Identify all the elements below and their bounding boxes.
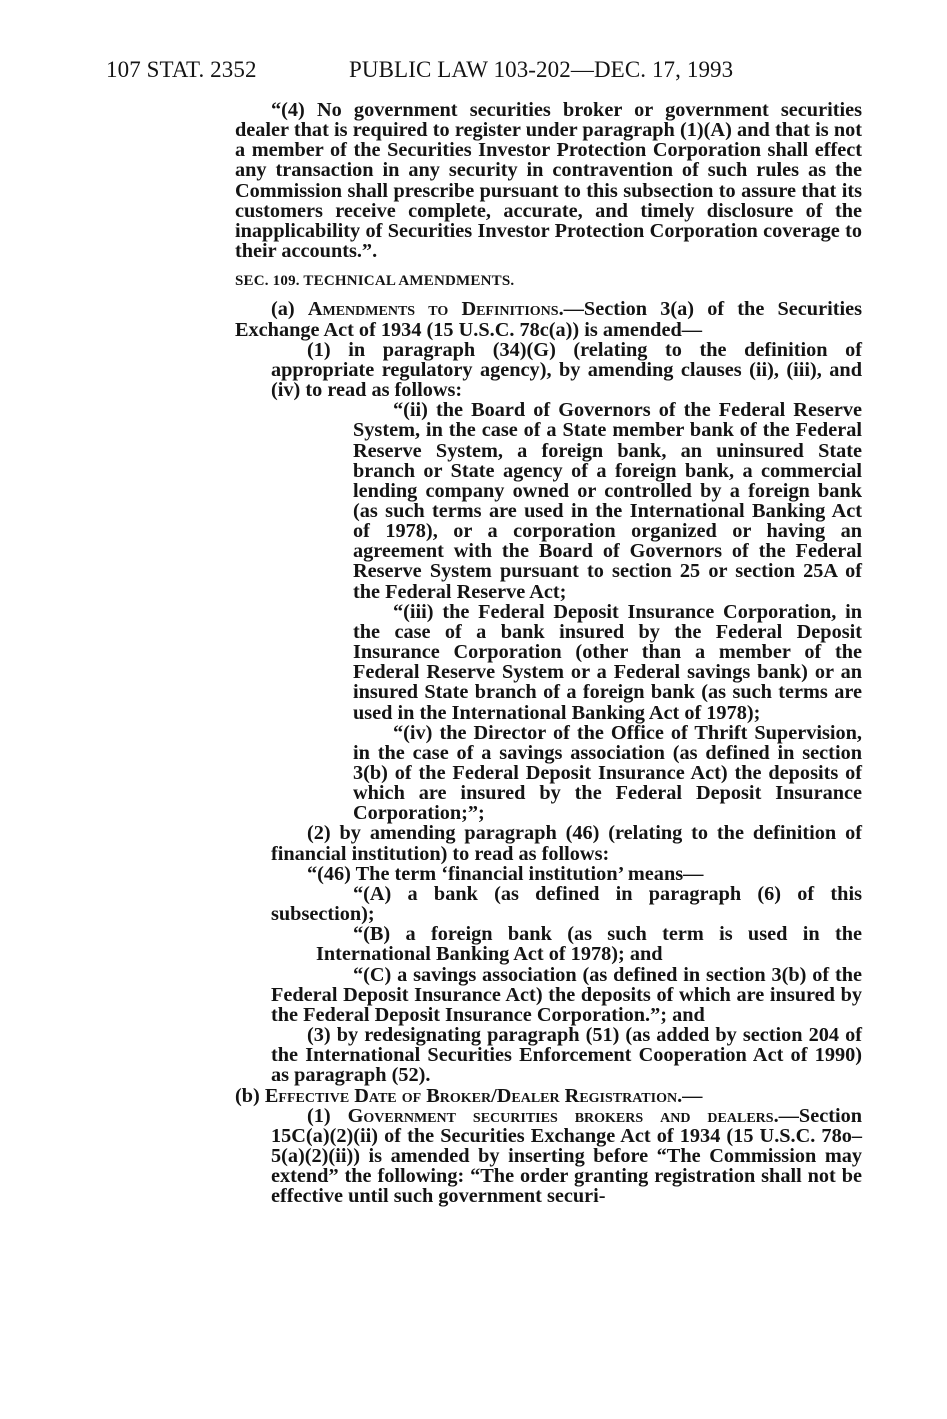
clause-iv: “(iv) the Director of the Office of Thrift Supervision, in the case of a savings association (as defined in section 3(b) of the Federal Deposit Insurance Act) the deposits of which are insured by the Federal Deposit Insurance Corporation;”;: [353, 721, 862, 825]
subsection-a-label: (a): [271, 298, 308, 321]
clause-iii: “(iii) the Federal Deposit Insurance Corporation, in the case of a bank insured by the Federal Deposit Insurance Corporation (other than a member of the Federal Reserve System or a Federal savings bank) or an insured State branch of a foreign bank (as such terms are used in the International Banking Act of 1978);: [353, 600, 862, 724]
subsection-a: [235, 299, 862, 339]
subparagraph-B: “(B) a foreign bank (as such term is used in the International Banking Act of 1978); and: [316, 923, 862, 966]
item-3: (3) by redesignating paragraph (51) (as added by section 204 of the International Securities Enforcement Cooperation Act of 1990) as paragraph (52).: [271, 1024, 862, 1087]
subsection-a-text: .—Section 3(a) of the Securities Exchange Act of 1934 (15 U.S.C. 78c(a)) is amended—: [235, 298, 863, 341]
clause-ii: “(ii) the Board of Governors of the Federal Reserve System, in the case of a State member bank of the Federal Reserve System, a foreign bank, an uninsured State branch or State agency of a foreign bank, a commercial lending company owned or controlled by a foreign bank (as such terms are used in the International Banking Act of 1978), or a corporation organized or having an agreement with the Board of Governors of the Federal Reserve System pursuant to section 25 or section 25A of the Federal Reserve Act;: [353, 399, 862, 603]
item-1: (1) in paragraph (34)(G) (relating to the definition of appropriate regulatory agency), by amending clauses (ii), (iii), and (iv) to read as follows:: [271, 338, 862, 402]
item-b1-text: .—Section 15C(a)(2)(ii) of the Securities Exchange Act of 1934 (15 U.S.C. 78o–5(a)(2)(ii)) is amended by inserting before “The Commission may extend” the following: “The order granting registration shall not be effective until such government securi-: [271, 1104, 863, 1208]
subsection-b-label: (b): [235, 1084, 265, 1107]
subsection-b: [235, 1086, 862, 1106]
stat-reference: 107 STAT. 2352: [106, 57, 257, 82]
subsection-a-caption: Amendments to Definitions: [307, 298, 559, 321]
item-b1: [271, 1106, 862, 1207]
subsection-b-dash: .—: [677, 1084, 703, 1107]
item-b1-caption: Government securities brokers and dealers: [347, 1104, 774, 1127]
item-b1-label: (1): [307, 1104, 348, 1127]
document-body: [235, 100, 862, 1206]
paragraph-46: “(46) The term ‘financial institution’ means—: [307, 862, 704, 885]
law-title: PUBLIC LAW 103-202—DEC. 17, 1993: [349, 57, 734, 82]
subsection-b-caption: Effective Date of Broker/Dealer Registration: [264, 1084, 678, 1107]
section-heading: SEC. 109. TECHNICAL AMENDMENTS.: [235, 273, 515, 290]
item-2: (2) by amending paragraph (46) (relating to the definition of financial institution) to read as follows:: [271, 822, 862, 865]
paragraph-4: “(4) No government securities broker or government securities dealer that is required to register under paragraph (1)(A) and that is not a member of the Securities Investor Protection Corporation shall effect any transaction in any security in contravention of such rules as the Commission shall prescribe pursuant to this subsection to assure that its customers receive complete, accurate, and timely disclosure of the inapplicability of Securities Investor Protection Corporation coverage to their accounts.”.: [235, 99, 862, 263]
subparagraph-A: “(A) a bank (as defined in paragraph (6) of this subsection);: [271, 882, 862, 926]
subparagraph-C: “(C) a savings association (as defined in section 3(b) of the Federal Deposit Insurance Act) the deposits of which are insured by the Federal Deposit Insurance Corporation.”; and: [271, 963, 862, 1026]
